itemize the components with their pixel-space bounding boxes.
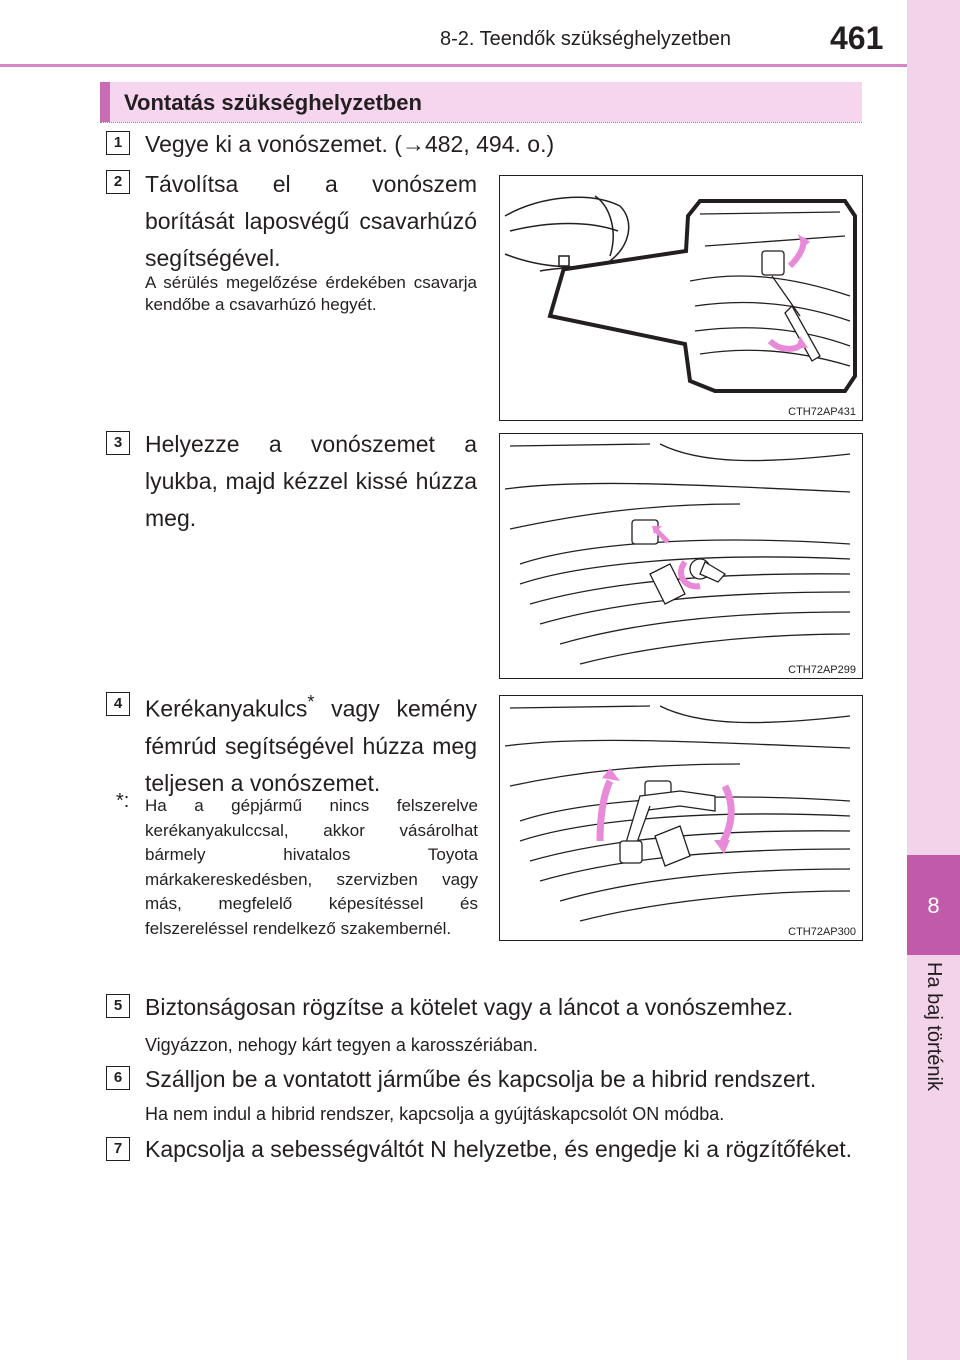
- step-1-text: Vegye ki a vonószemet. (→482, 494. o.): [145, 131, 555, 157]
- step-5-note: Vigyázzon, nehogy kárt tegyen a karosszériában.: [145, 1035, 538, 1055]
- running-header-section: 8-2. Teendők szükséghelyzetben: [440, 28, 731, 50]
- step-4-text-rest: vagy kemény fémrúd segítségével húzza meg teljesen a vonószemet.: [145, 695, 477, 796]
- figure-1-code: CTH72AP431: [788, 406, 856, 418]
- figure-3-code: CTH72AP300: [788, 926, 856, 938]
- chapter-label-container: [907, 962, 960, 1122]
- step-4-text: [145, 684, 477, 802]
- chapter-number-tab: [907, 855, 960, 955]
- figure-tighten-eye: [499, 695, 863, 941]
- step-4-asterisk: *: [307, 692, 315, 712]
- step-3-text: Helyezze a vonószemet a lyukba, majd kézzel kissé húzza meg.: [145, 431, 477, 531]
- step-number-1: 1: [106, 131, 130, 155]
- figure-remove-cover: [499, 175, 863, 421]
- step-number-6: 6: [106, 1066, 130, 1090]
- chapter-label: Ha baj történik: [923, 962, 945, 1091]
- figure-2-code: CTH72AP299: [788, 664, 856, 676]
- step-number-7: 7: [106, 1137, 130, 1161]
- footnote-mark: *:: [116, 790, 130, 812]
- step-number-3: 3: [106, 431, 130, 455]
- figure-tighten-eye-drawing: [500, 696, 863, 941]
- section-divider: [100, 122, 862, 123]
- step-7-text: Kapcsolja a sebességváltót N helyzetbe, és engedje ki a rögzítőféket.: [145, 1136, 853, 1162]
- step-2-note: A sérülés megelőzése érdekében csavarja kendőbe a csavarhúzó hegyét.: [145, 273, 477, 314]
- figure-insert-eye-drawing: [500, 434, 863, 679]
- step-2-text: Távolítsa el a vonószem borítását laposvégű csavarhúzó segítségével.: [145, 171, 477, 271]
- figure-insert-eye: [499, 433, 863, 679]
- chapter-side-tab: [907, 0, 960, 1360]
- footnote-text: Ha a gépjármű nincs felszerelve kerékanyakulccsal, akkor vásárolhat bármely hivatalos Toyota márkakereskedésben, szervizben vagy más, megfelelő képesítéssel és felszereléssel rendelkező szakembernél.: [145, 796, 478, 938]
- step-5-text: Biztonságosan rögzítse a kötelet vagy a láncot a vonószemhez.: [145, 994, 794, 1020]
- figure-remove-cover-drawing: [500, 176, 863, 421]
- page-number: 461: [830, 20, 884, 56]
- step-number-2: 2: [106, 170, 130, 194]
- step-4-text-start: Kerékanyakulcs: [145, 695, 308, 722]
- header-rule: [0, 64, 960, 67]
- step-number-5: 5: [106, 994, 130, 1018]
- step-6-note: Ha nem indul a hibrid rendszer, kapcsolja a gyújtáskapcsolót ON módba.: [145, 1104, 725, 1124]
- step-number-4: 4: [106, 692, 130, 716]
- section-title-bar: [100, 82, 862, 122]
- section-title: Vontatás szükséghelyzetben: [124, 90, 422, 115]
- step-6-text: Szálljon be a vontatott járműbe és kapcsolja be a hibrid rendszert.: [145, 1066, 817, 1092]
- chapter-number: 8: [927, 893, 940, 918]
